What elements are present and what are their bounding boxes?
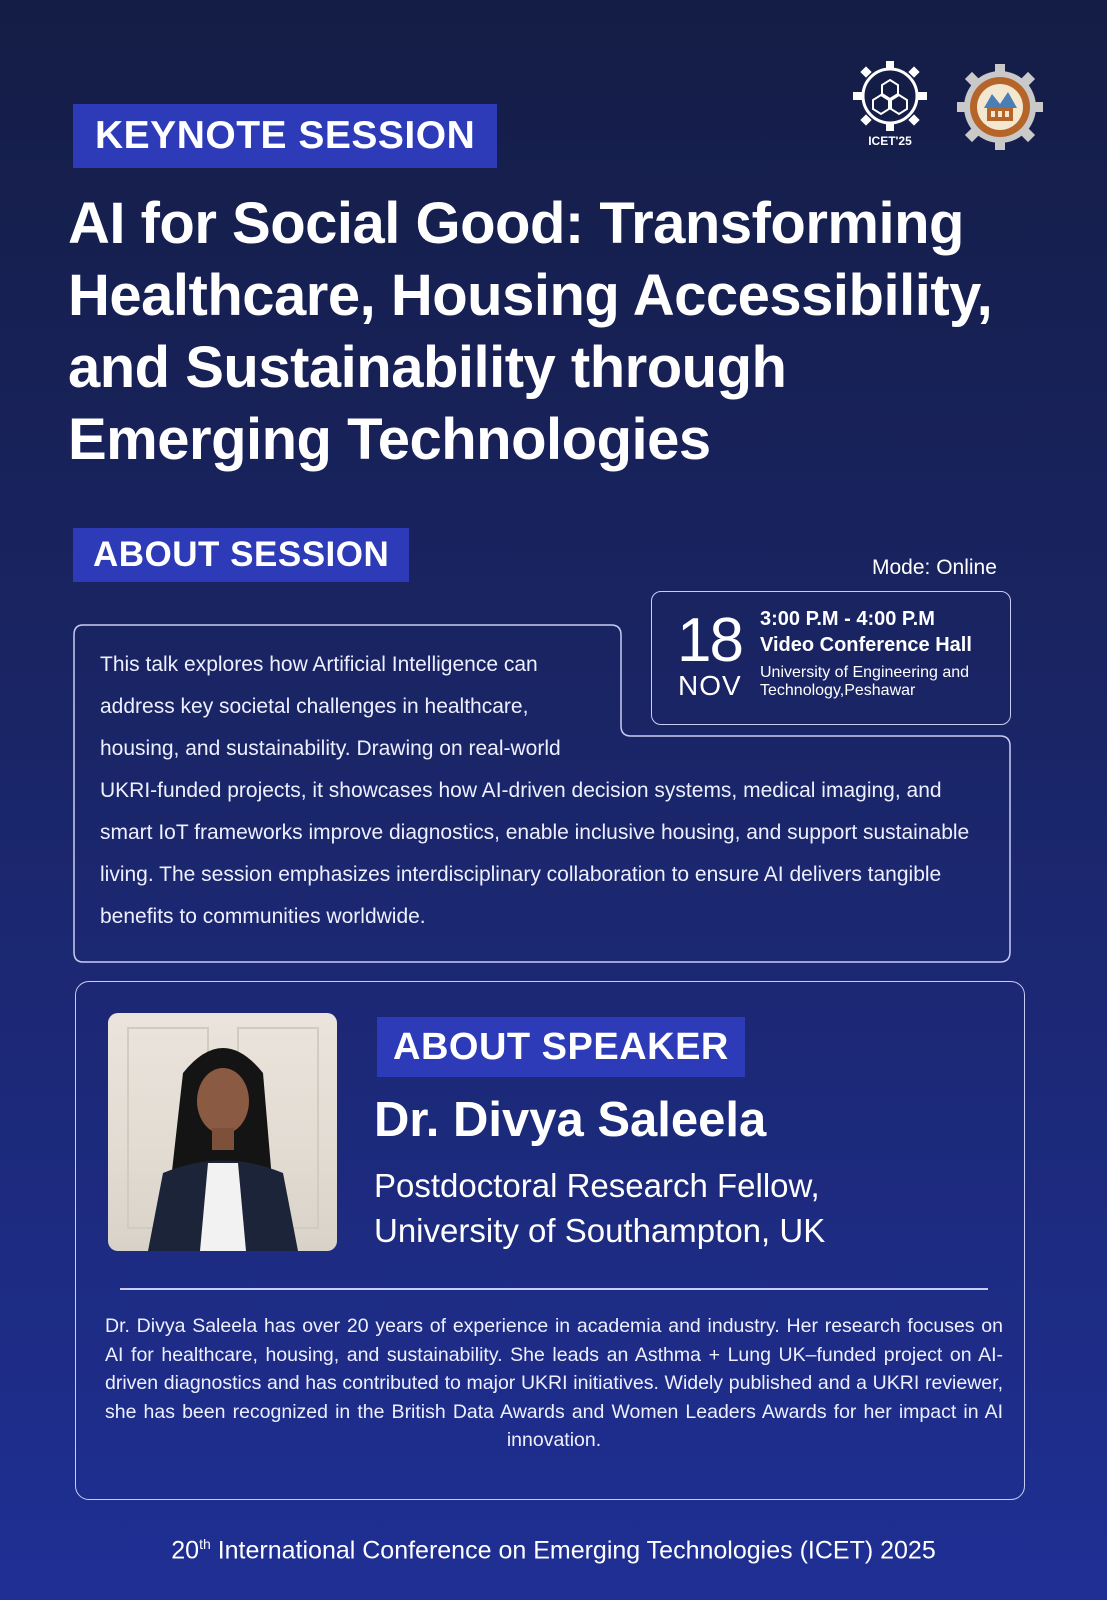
about-speaker-label: ABOUT SPEAKER: [377, 1017, 745, 1077]
footer-ordinal-number: 20: [171, 1536, 200, 1565]
speaker-name: Dr. Divya Saleela: [374, 1093, 767, 1147]
session-institution: University of Engineering and Technology,Peshawar: [760, 664, 970, 699]
session-description-text: This talk explores how Artificial Intelligence can address key societal challenges in healthcare, housing, and sustainability. Drawing on real-world UKRI-funded projects, it showcases how AI-driven decision systems, medical imaging, and smart IoT frameworks improve diagnostics, enable inclusive housing, and support sustainable living. The session emphasizes interdisciplinary collaboration to ensure AI delivers tangible benefits to communities worldwide.: [100, 653, 970, 928]
speaker-photo: [108, 1013, 337, 1251]
session-time: 3:00 P.M - 4:00 P.M: [760, 608, 935, 630]
uet-logo: [957, 64, 1043, 150]
conference-footer: [0, 1536, 1107, 1565]
footer-conference-name: International Conference on Emerging Technologies (ICET) 2025: [217, 1536, 936, 1565]
date-month: NOV: [678, 670, 742, 701]
keynote-session-label: KEYNOTE SESSION: [73, 104, 497, 168]
session-mode: Mode: Online: [872, 556, 997, 579]
about-session-label: ABOUT SESSION: [73, 528, 409, 582]
speaker-role: [374, 1163, 825, 1253]
icet-logo-caption: ICET'25: [868, 134, 912, 148]
speaker-divider: [120, 1288, 988, 1290]
icet-logo: [849, 58, 931, 150]
speaker-affiliation: University of Southampton, UK: [374, 1212, 826, 1249]
speaker-bio: Dr. Divya Saleela has over 20 years of experience in academia and industry. Her research focuses on AI for healthcare, housing, and sustainability. She leads an Asthma + Lung UK–funded project on AI-driven diagnostics and has contributed to major UKRI initiatives. Widely published and a UKRI reviewer, she has been recognized in the British Data Awards and Women Leaders Awards for her impact in AI innovation.: [105, 1315, 1003, 1451]
session-title: AI for Social Good: Transforming Healthcare, Housing Accessibility, and Sustainability through Emerging Technologies: [68, 191, 993, 472]
footer-ordinal-suffix: th: [199, 1536, 211, 1552]
session-venue: Video Conference Hall: [760, 634, 972, 656]
date-day: 18: [677, 606, 742, 675]
speaker-position: Postdoctoral Research Fellow,: [374, 1167, 820, 1204]
date-card: [651, 591, 1011, 725]
